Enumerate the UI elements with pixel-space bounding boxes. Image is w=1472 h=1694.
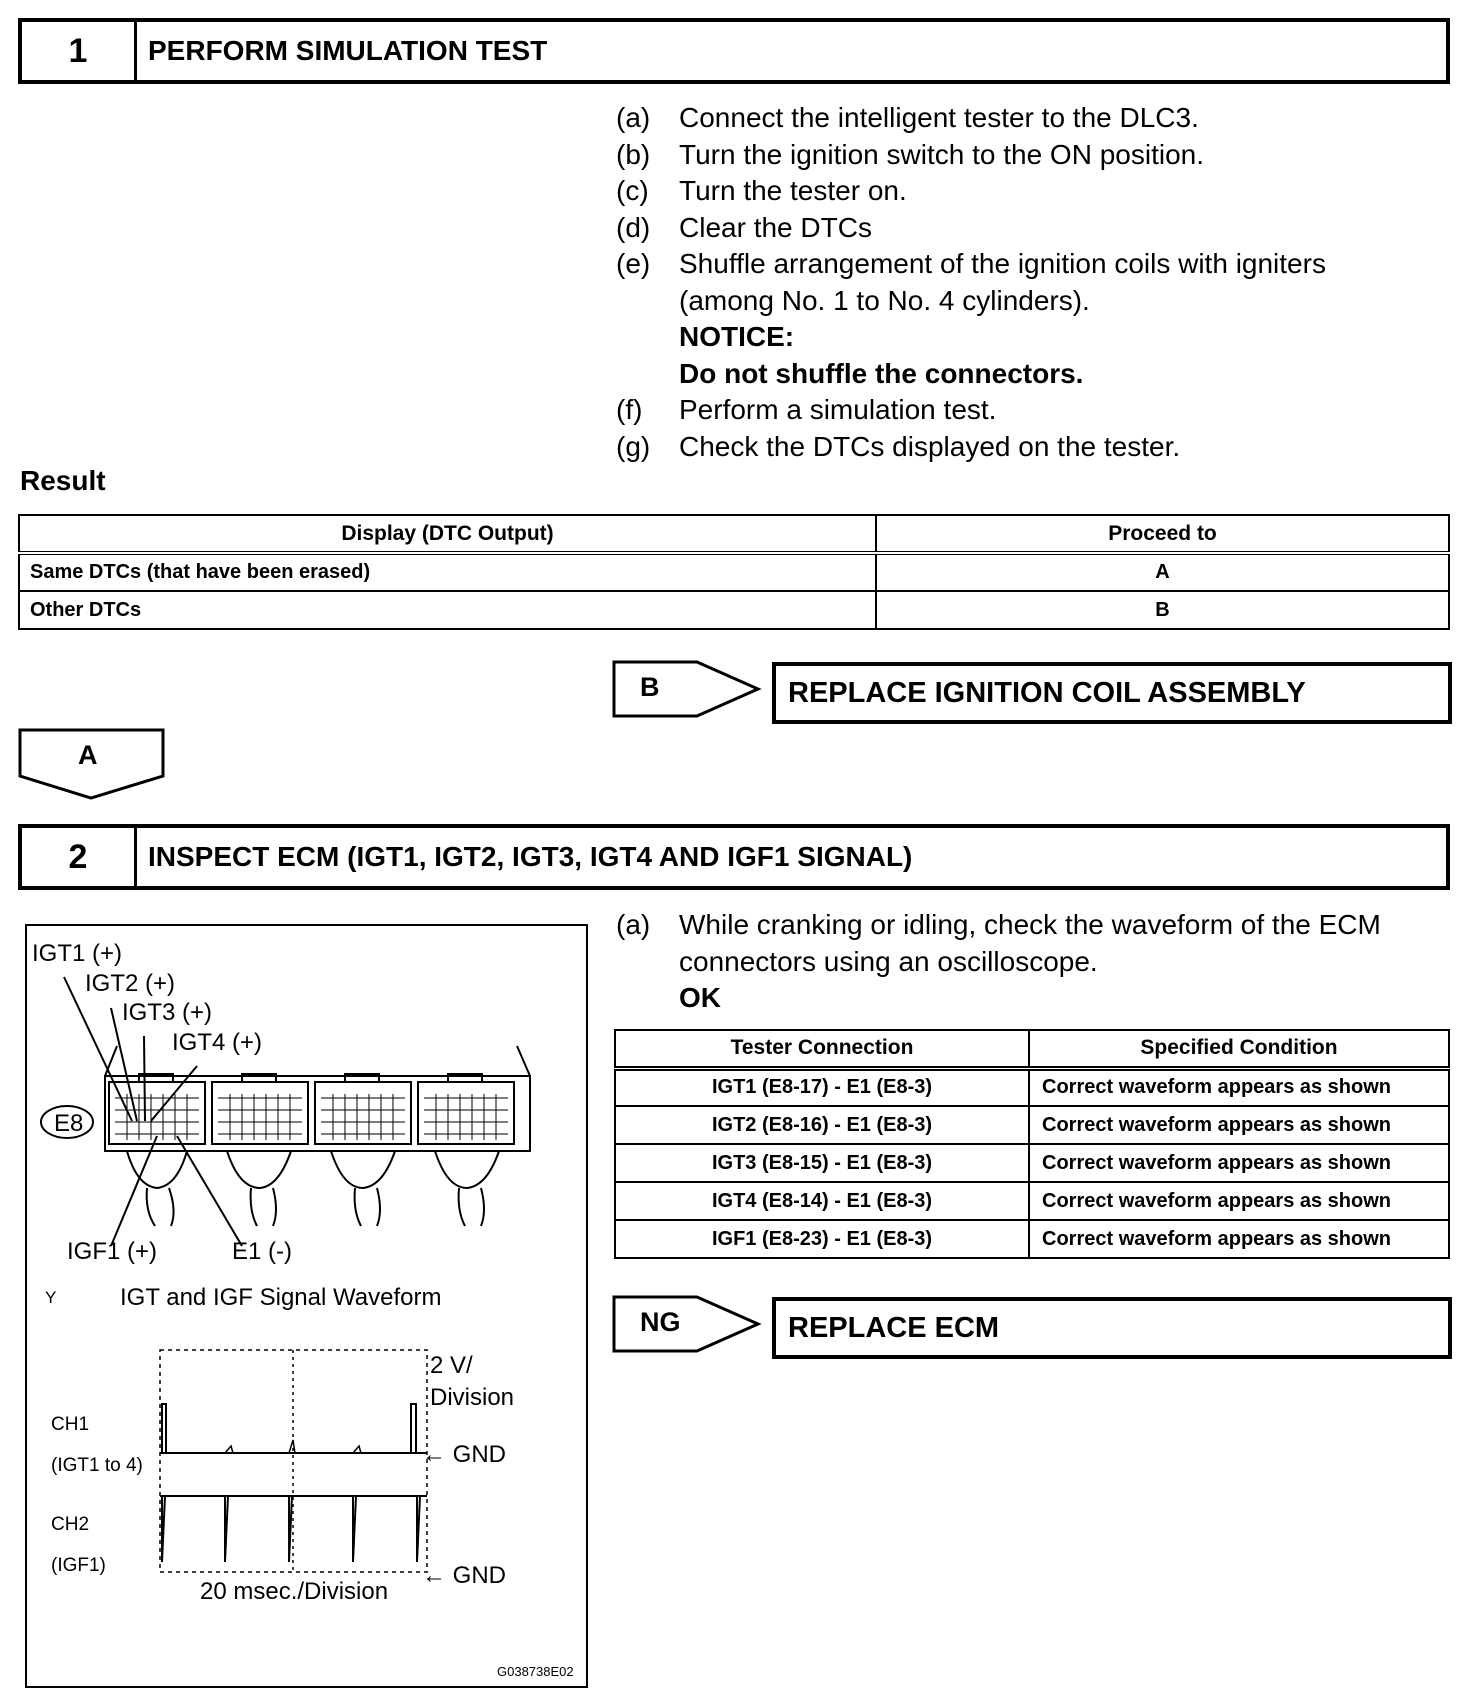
- step-2-header: [18, 824, 1450, 890]
- outcome-ng-label: NG: [640, 1307, 681, 1337]
- instruction-a: (a) Connect the intelligent tester to the DLC3.: [616, 102, 1199, 133]
- ch1-sublabel: (IGT1 to 4): [51, 1455, 143, 1476]
- figure-id: G038738E02: [497, 1664, 574, 1679]
- waveform-title: IGT and IGF Signal Waveform: [120, 1284, 442, 1311]
- result-heading: Result: [20, 465, 106, 496]
- volt-division-label: 2 V/: [430, 1352, 473, 1379]
- ch2-sublabel: (IGF1): [51, 1555, 106, 1576]
- step-number: 2: [22, 828, 137, 886]
- notice-text: Do not shuffle the connectors.: [679, 357, 1084, 389]
- gnd-label-ch1: ← GND: [422, 1441, 506, 1468]
- outcome-b-label: B: [640, 672, 660, 702]
- replace-ignition-coil-box: REPLACE IGNITION COIL ASSEMBLY: [772, 662, 1452, 724]
- connector-label-e8: E8: [54, 1110, 84, 1137]
- step-number: 1: [22, 22, 137, 80]
- step-2-instructions: [616, 907, 1456, 1017]
- instruction-a: (a) While cranking or idling, check the waveform of the ECM: [616, 909, 1381, 940]
- table-row: IGT4 (E8-14) - E1 (E8-3) Correct waveform appears as shown: [615, 1182, 1449, 1220]
- notice-heading: NOTICE:: [679, 321, 795, 352]
- ok-label: OK: [679, 982, 721, 1013]
- instruction-d: (d) Clear the DTCs: [616, 211, 872, 243]
- pin-label-e1: E1 (-): [232, 1238, 292, 1265]
- pin-label-igt1: IGT1 (+): [32, 940, 123, 967]
- table-row: IGT3 (E8-15) - E1 (E8-3) Correct waveform appears as shown: [615, 1144, 1449, 1182]
- volt-division-label-2: Division: [430, 1384, 515, 1411]
- tester-connection-table: [614, 1029, 1450, 1259]
- replace-ecm-box: REPLACE ECM: [772, 1297, 1452, 1359]
- time-division-label: 20 msec./Division: [200, 1578, 389, 1605]
- instruction-a-cont: connectors using an oscilloscope.: [679, 945, 1098, 977]
- table-row: IGF1 (E8-23) - E1 (E8-3) Correct waveform appears as shown: [615, 1220, 1449, 1258]
- instruction-e: (e) Shuffle arrangement of the ignition coils with igniters: [616, 248, 1326, 279]
- table-row: Other DTCs B: [19, 591, 1449, 629]
- step-1-instructions: [616, 100, 1456, 465]
- instruction-b: (b) Turn the ignition switch to the ON position.: [616, 138, 1204, 170]
- outcome-b-arrow: [612, 660, 762, 718]
- table-row: IGT1 (E8-17) - E1 (E8-3) Correct waveform appears as shown: [615, 1068, 1449, 1106]
- gnd-label-ch2: ← GND: [422, 1562, 506, 1589]
- instruction-c: (c) Turn the tester on.: [616, 175, 907, 206]
- outcome-ng-arrow: [612, 1295, 762, 1353]
- step-title: INSPECT ECM (IGT1, IGT2, IGT3, IGT4 AND IGF1 SIGNAL): [148, 841, 913, 872]
- step-title: PERFORM SIMULATION TEST: [148, 35, 548, 66]
- y-mark: Y: [45, 1288, 57, 1307]
- instruction-g: (g) Check the DTCs displayed on the tester.: [616, 430, 1181, 462]
- result-header-proceed: Proceed to: [876, 515, 1449, 553]
- result-table: [18, 514, 1450, 630]
- header-tester-connection: Tester Connection: [615, 1030, 1029, 1068]
- instruction-e-cont: (among No. 1 to No. 4 cylinders).: [679, 284, 1090, 316]
- ch2-label: CH2: [51, 1514, 90, 1535]
- pin-label-igt4: IGT4 (+): [172, 1029, 263, 1056]
- pin-label-igt2: IGT2 (+): [85, 970, 176, 997]
- outcome-a-label: A: [78, 740, 98, 770]
- pin-label-igf1: IGF1 (+): [67, 1238, 158, 1265]
- ch1-label: CH1: [51, 1414, 90, 1435]
- ecm-waveform-figure: [25, 924, 588, 1688]
- result-header-display: Display (DTC Output): [19, 515, 876, 553]
- step-1-header: [18, 18, 1450, 84]
- table-row: Same DTCs (that have been erased) A: [19, 553, 1449, 591]
- instruction-f: (f) Perform a simulation test.: [616, 394, 997, 425]
- header-specified-condition: Specified Condition: [1029, 1030, 1449, 1068]
- pin-label-igt3: IGT3 (+): [122, 999, 213, 1026]
- table-row: IGT2 (E8-16) - E1 (E8-3) Correct waveform appears as shown: [615, 1106, 1449, 1144]
